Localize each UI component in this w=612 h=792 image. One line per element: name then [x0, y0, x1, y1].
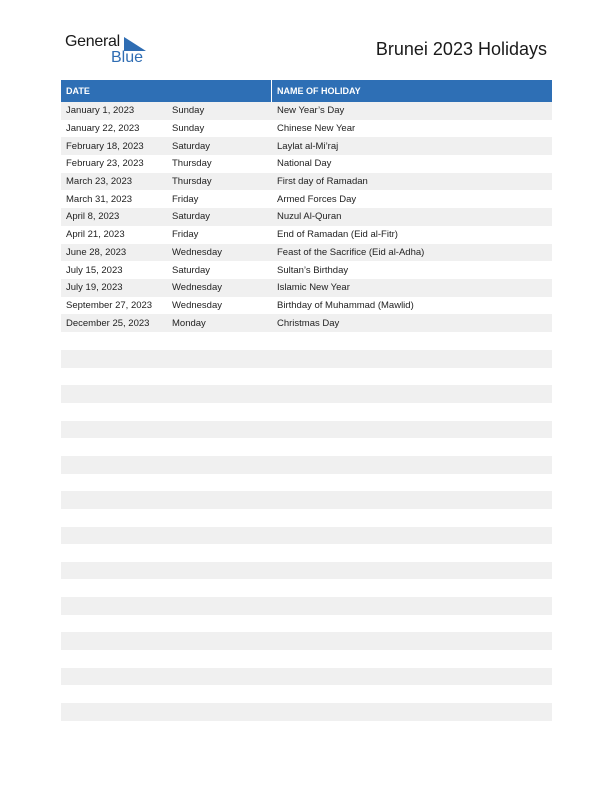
holiday-date: March 31, 2023 [66, 193, 133, 205]
holiday-name: Armed Forces Day [277, 193, 357, 205]
holiday-date: September 27, 2023 [66, 299, 153, 311]
empty-row-band [61, 562, 552, 580]
holiday-date: January 22, 2023 [66, 123, 140, 135]
holiday-name: First day of Ramadan [277, 176, 368, 188]
empty-row-band [61, 350, 552, 368]
table-row [61, 208, 552, 226]
holiday-weekday: Sunday [172, 123, 205, 135]
holiday-date: January 1, 2023 [66, 105, 135, 117]
holiday-date: February 23, 2023 [66, 158, 144, 170]
table-row [61, 244, 552, 262]
holiday-weekday: Thursday [172, 176, 212, 188]
table-row [61, 279, 552, 297]
holiday-name: New Year’s Day [277, 105, 345, 117]
holiday-name: Islamic New Year [277, 282, 350, 294]
holiday-date: July 19, 2023 [66, 282, 123, 294]
holiday-name: End of Ramadan (Eid al-Fitr) [277, 229, 398, 241]
holiday-date: March 23, 2023 [66, 176, 133, 188]
holiday-date: April 21, 2023 [66, 229, 125, 241]
generalblue-logo [65, 33, 155, 69]
holiday-weekday: Thursday [172, 158, 212, 170]
logo-word-blue: Blue [111, 49, 144, 66]
table-row [61, 226, 552, 244]
holiday-weekday: Saturday [172, 211, 211, 223]
holiday-weekday: Saturday [172, 264, 211, 276]
table-row [61, 190, 552, 208]
holiday-table [61, 80, 552, 332]
empty-row-band [61, 491, 552, 509]
page-title: Brunei 2023 Holidays [375, 39, 547, 59]
holiday-name: Nuzul Al-Quran [277, 211, 342, 223]
holiday-weekday: Wednesday [172, 246, 222, 258]
empty-row-band [61, 703, 552, 721]
table-row [61, 137, 552, 155]
table-header [61, 80, 552, 102]
holiday-date: February 18, 2023 [66, 140, 144, 152]
holiday-weekday: Saturday [172, 140, 211, 152]
empty-row-band [61, 385, 552, 403]
table-row [61, 120, 552, 138]
table-row [61, 261, 552, 279]
holiday-weekday: Monday [172, 317, 206, 329]
holiday-name: Birthday of Muhammad (Mawlid) [277, 299, 414, 311]
header-holiday-name: NAME OF HOLIDAY [277, 86, 361, 96]
holiday-name: Laylat al-Mi’raj [277, 140, 339, 152]
logo-word-general: General [65, 33, 120, 50]
empty-row-band [61, 456, 552, 474]
holiday-date: June 28, 2023 [66, 246, 127, 258]
table-row [61, 155, 552, 173]
table-row [61, 173, 552, 191]
table-row [61, 102, 552, 120]
header-date: DATE [66, 86, 90, 96]
holiday-name: Chinese New Year [277, 123, 356, 135]
holiday-weekday: Sunday [172, 105, 205, 117]
holiday-weekday: Wednesday [172, 282, 222, 294]
empty-row-band [61, 668, 552, 686]
empty-row-band [61, 527, 552, 545]
empty-row-band [61, 597, 552, 615]
holiday-name: National Day [277, 158, 332, 170]
empty-row-band [61, 632, 552, 650]
holiday-name: Feast of the Sacrifice (Eid al-Adha) [277, 246, 425, 258]
holiday-date: December 25, 2023 [66, 317, 150, 329]
table-row [61, 297, 552, 315]
empty-row-band [61, 421, 552, 439]
holiday-date: April 8, 2023 [66, 211, 120, 223]
table-row [61, 314, 552, 332]
table-body [61, 102, 552, 332]
holiday-weekday: Friday [172, 229, 199, 241]
holiday-weekday: Wednesday [172, 299, 222, 311]
holiday-weekday: Friday [172, 193, 199, 205]
holiday-date: July 15, 2023 [66, 264, 123, 276]
holiday-name: Sultan’s Birthday [277, 264, 349, 276]
holiday-name: Christmas Day [277, 317, 340, 329]
